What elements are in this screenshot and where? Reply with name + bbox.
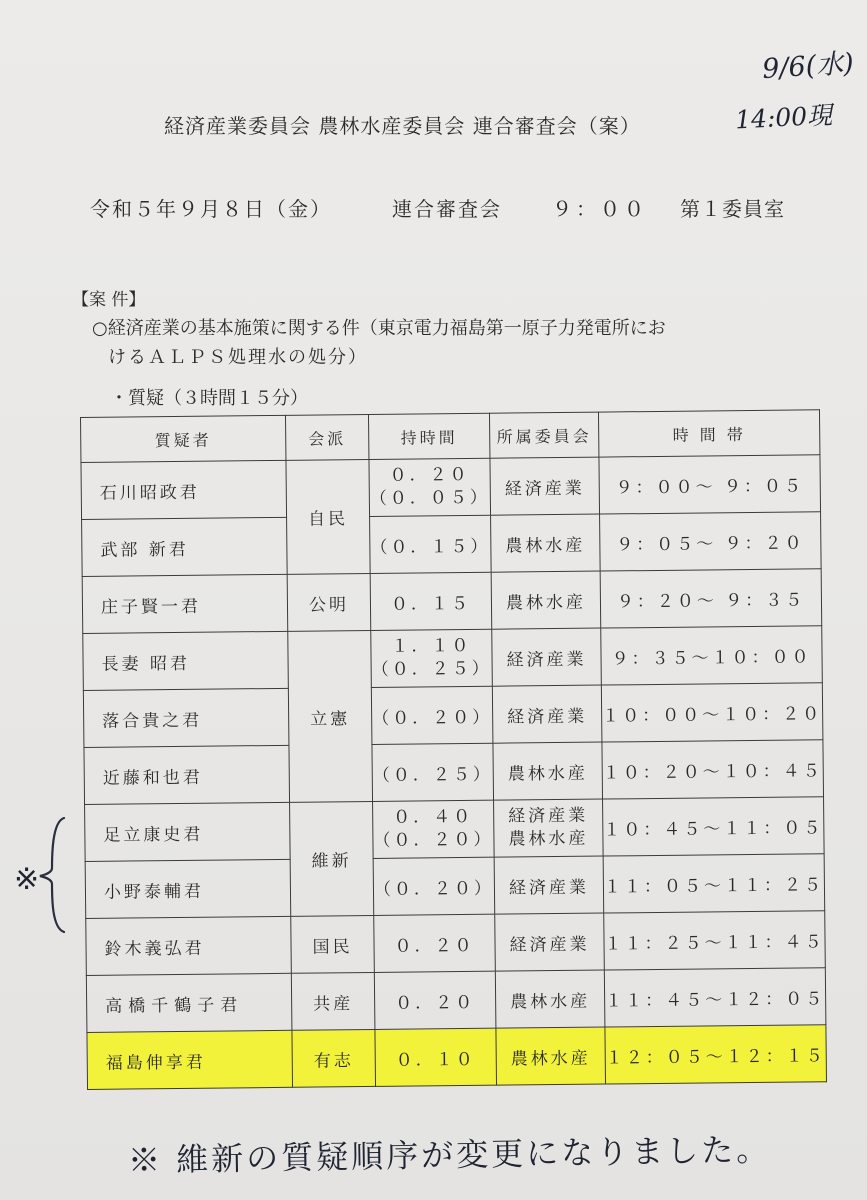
- allotted-time: １．１０ （０．２５）: [371, 629, 493, 687]
- table-header-row: [81, 410, 820, 463]
- agenda-item-line1: ○経済産業の基本施策に関する件（東京電力福島第一原子力発電所にお: [92, 318, 666, 339]
- meeting-room: 第１委員室: [680, 197, 785, 221]
- questioner-name: 高橋千鶴子君: [86, 973, 292, 1032]
- margin-asterisk-mark: ※: [14, 862, 40, 897]
- table-row: [86, 968, 826, 1033]
- party-cell: 維新: [290, 801, 374, 916]
- committee: 農林水産: [495, 970, 605, 1028]
- handwritten-bracket: [38, 816, 66, 934]
- header-time-slot: 時 間 帯: [598, 410, 819, 457]
- time-slot: ９：３５～１０：００: [601, 626, 823, 685]
- party-cell: 立憲: [288, 630, 373, 802]
- questioner-name: 福島伸享君: [87, 1030, 293, 1089]
- schedule-table: [80, 409, 827, 1090]
- time-slot: ９：００～ ９：０５: [599, 455, 821, 514]
- allotted-time: ０．１０: [375, 1028, 497, 1086]
- header-allotted-time: 持時間: [368, 413, 489, 459]
- questioner-name: 石川昭政君: [81, 460, 287, 519]
- allotted-time: ０．２０: [374, 971, 496, 1029]
- meeting-date: 令和５年９月８日（金）: [90, 197, 332, 221]
- party-cell: 公明: [287, 573, 371, 631]
- table-row: [82, 512, 822, 577]
- questioner-name: 長妻 昭君: [83, 631, 289, 690]
- allotted-time: ０．１５: [370, 572, 492, 630]
- committee: 経済産業: [490, 457, 600, 515]
- agenda-heading: 【案 件】: [72, 290, 146, 310]
- header-committee: 所属委員会: [489, 412, 598, 458]
- handwritten-time: 14:00現: [734, 100, 833, 135]
- table-row: [84, 740, 824, 805]
- party-cell: 国民: [291, 915, 375, 973]
- time-slot: １０：４５～１１：０５: [603, 797, 825, 856]
- table-row: [85, 854, 825, 919]
- table-row: [85, 797, 825, 862]
- time-slot: １１：４５～１２：０５: [604, 968, 826, 1027]
- questioner-name: 庄子賢一君: [82, 574, 288, 633]
- qa-duration: ・質疑（３時間１５分）: [110, 388, 308, 409]
- committee: 農林水産: [493, 742, 603, 800]
- committee: 経済産業: [494, 856, 604, 914]
- questioner-name: 近藤和也君: [84, 745, 290, 804]
- committee: 農林水産: [491, 514, 601, 572]
- meeting-name: 連合審査会: [392, 197, 502, 221]
- handwritten-date: 9/6(水): [761, 47, 855, 86]
- party-cell: 共産: [291, 972, 375, 1030]
- allotted-time: ０．２０ （０．０５）: [369, 458, 491, 516]
- committee: 経済産業: [492, 685, 602, 743]
- agenda-item-line2: けるＡＬＰＳ処理水の処分）: [108, 347, 368, 368]
- table-row: [82, 569, 822, 634]
- time-slot: １１：０５～１１：２５: [603, 854, 825, 913]
- allotted-time: ０．４０ （０．２０）: [373, 800, 495, 858]
- committee: 農林水産: [491, 571, 601, 629]
- table-row: [86, 911, 826, 976]
- document-title: 経済産業委員会 農林水産委員会 連合審査会（案）: [164, 114, 641, 138]
- time-slot: １２：０５～１２：１５: [605, 1025, 827, 1084]
- table-row-highlighted: [87, 1025, 827, 1090]
- allotted-time: （０．２０）: [371, 686, 493, 744]
- table-row: [83, 626, 823, 691]
- time-slot: ９：０５～ ９：２０: [600, 512, 822, 571]
- party-cell: 有志: [292, 1029, 376, 1087]
- time-slot: １１：２５～１１：４５: [604, 911, 826, 970]
- allotted-time: （０．２０）: [373, 857, 495, 915]
- committee: 経済産業: [492, 628, 602, 686]
- committee: 農林水産: [496, 1027, 606, 1085]
- questioner-name: 落合貴之君: [83, 688, 289, 747]
- questioner-name: 鈴木義弘君: [86, 916, 292, 975]
- time-slot: １０：２０～１０：４５: [602, 740, 824, 799]
- header-questioner: 質疑者: [81, 415, 286, 462]
- questioner-name: 小野泰輔君: [85, 859, 291, 918]
- meeting-time: ９：００: [552, 197, 648, 221]
- time-slot: １０：００～１０：２０: [601, 683, 823, 742]
- committee: 経済産業 農林水産: [494, 799, 604, 857]
- allotted-time: （０．１５）: [370, 515, 492, 573]
- committee: 経済産業: [495, 913, 605, 971]
- header-party: 会派: [285, 414, 368, 460]
- party-cell: 自民: [286, 459, 370, 574]
- time-slot: ９：２０～ ９：３５: [600, 569, 822, 628]
- questioner-name: 足立康史君: [85, 802, 291, 861]
- allotted-time: ０．２０: [374, 914, 496, 972]
- handwritten-footnote: ※ 維新の質疑順序が変更になりました。: [127, 1130, 772, 1180]
- questioner-name: 武部 新君: [82, 517, 288, 576]
- table-row: [83, 683, 823, 748]
- allotted-time: （０．２５）: [372, 743, 494, 801]
- table-row: [81, 455, 821, 520]
